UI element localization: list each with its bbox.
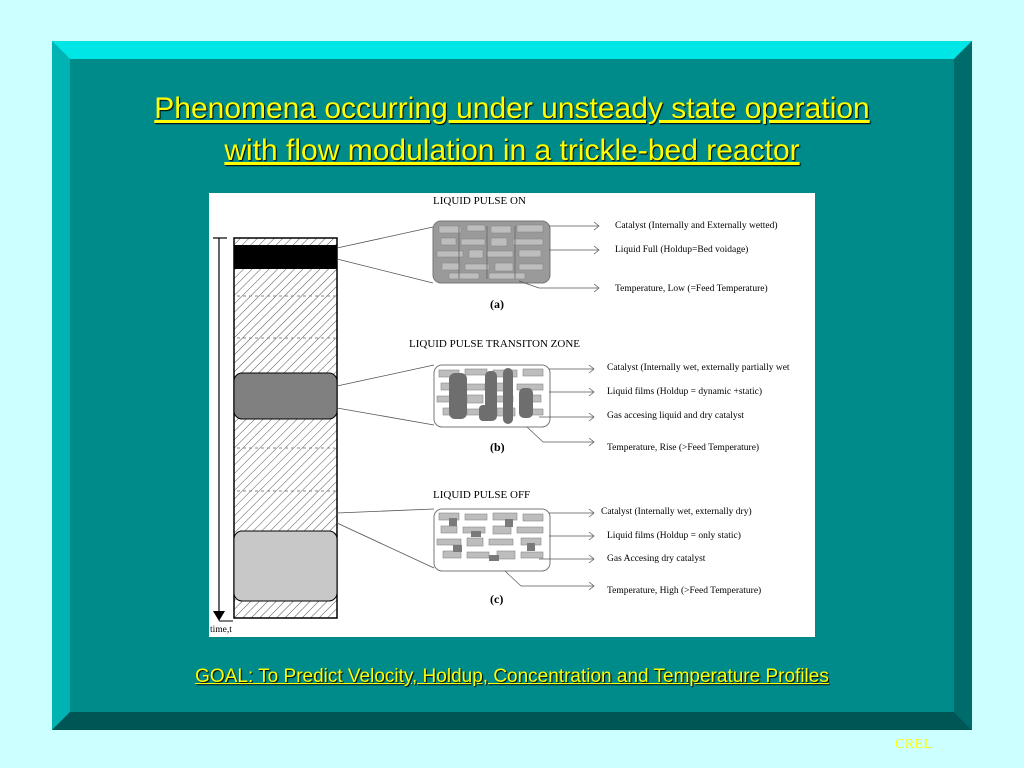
- reactor-diagram: [209, 193, 815, 637]
- frame-bevel-top: [52, 41, 972, 59]
- time-axis-label: time,t: [210, 625, 232, 635]
- panel-a-label-2: Liquid Full (Holdup=Bed voidage): [615, 245, 749, 255]
- panel-b-tag: (b): [490, 440, 505, 454]
- panel-c-header: LIQUID PULSE OFF: [433, 489, 531, 501]
- title-line-2: with flow modulation in a trickle-bed reactor: [224, 134, 800, 167]
- panel-b-header: LIQUID PULSE TRANSITON ZONE: [409, 338, 581, 350]
- time-axis: [213, 238, 233, 621]
- panel-b-label-4: Temperature, Rise (>Feed Temperature): [607, 443, 760, 453]
- panel-b-label-2: Liquid films (Holdup = dynamic +static): [607, 387, 763, 397]
- panel-c-label-4: Temperature, High (>Feed Temperature): [607, 586, 762, 596]
- catalyst-bed-b: [434, 365, 550, 427]
- reactor-column: [234, 238, 337, 618]
- panel-a-header: LIQUID PULSE ON: [433, 195, 526, 207]
- goal-text: To Predict Velocity, Holdup, Concentration and Temperature Profiles: [253, 666, 829, 687]
- goal-prefix: GOAL:: [195, 666, 254, 687]
- panel-c-label-3: Gas Accesing dry catalyst: [607, 554, 706, 564]
- panel-b-label-1: Catalyst (Internally wet, externally partially wet: [607, 363, 790, 373]
- panel-a-tag: (a): [490, 297, 504, 311]
- catalyst-bed-a: [433, 221, 550, 283]
- footer-logo-text: CREL: [895, 737, 933, 752]
- panel-b-label-3: Gas accesing liquid and dry catalyst: [607, 411, 744, 421]
- goal-statement: [70, 666, 954, 688]
- panel-c-tag: (c): [490, 592, 504, 606]
- frame-bevel-bottom: [52, 712, 972, 730]
- panel-c-label-1: Catalyst (Internally wet, externally dry): [601, 507, 752, 517]
- panel-a-label-3: Temperature, Low (=Feed Temperature): [615, 284, 768, 294]
- frame-bevel-left: [52, 41, 70, 730]
- panel-a-label-1: Catalyst (Internally and Externally wetted): [615, 221, 778, 231]
- frame-bevel-right: [954, 41, 972, 730]
- title-line-1: Phenomena occurring under unsteady state operation: [154, 92, 870, 125]
- connector-lines: [337, 227, 434, 568]
- catalyst-bed-c: [434, 509, 550, 571]
- slide-title: [70, 88, 954, 172]
- panel-c-label-2: Liquid films (Holdup = only static): [607, 531, 741, 541]
